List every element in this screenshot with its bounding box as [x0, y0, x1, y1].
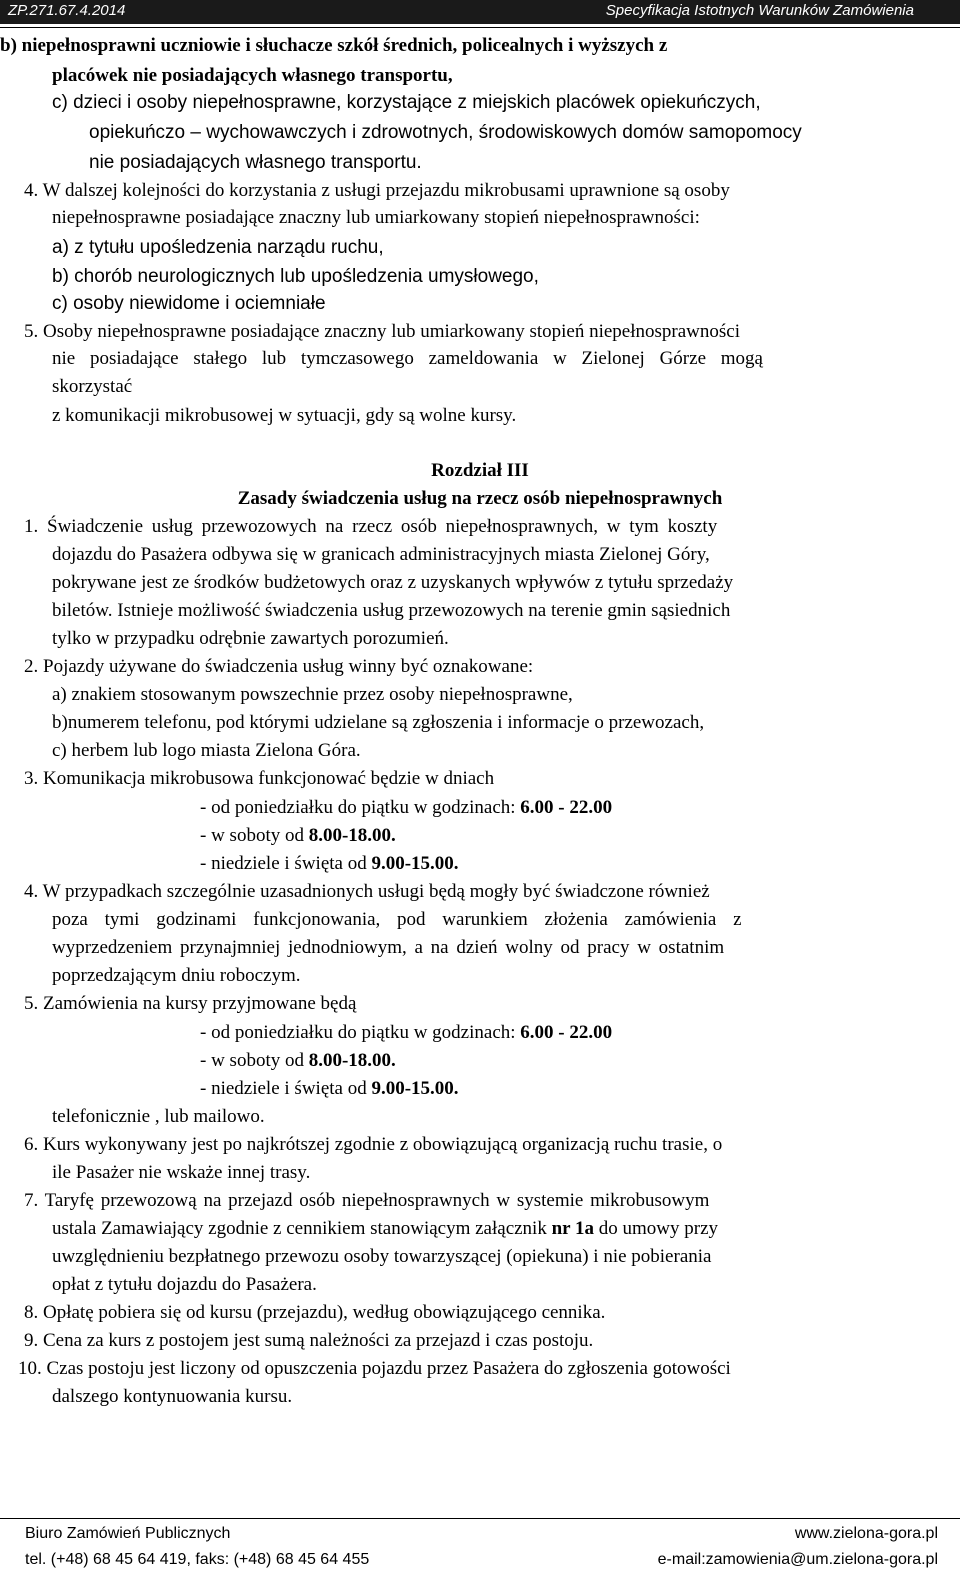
document-reference-number: ZP.271.67.4.2014 [8, 2, 126, 19]
schedule-hours: 8.00-18.00. [308, 1050, 396, 1071]
rule-4: 4. W przypadkach szczególnie uzasadnionych usługi będą mogły być świadczone również [24, 881, 710, 902]
document-header [0, 0, 960, 24]
rule-7: 7. Taryfę przewozową na przejazd osób niepełnosprawnych w systemie mikrobusowym [24, 1190, 710, 1211]
schedule-label: - niedziele i święta od [200, 1078, 372, 1099]
rule-line: biletów. Istnieje możliwość świadczenia usług przewozowych na terenie gmin sąsiednich [52, 600, 731, 621]
paragraph-line: niepełnosprawne posiadające znaczny lub umiarkowany stopień niepełnosprawności: [52, 207, 700, 228]
list-item: b) chorób neurologicznych lub upośledzenia umysłowego, [52, 266, 539, 287]
list-item: b) niepełnosprawni uczniowie i słuchacze szkół średnich, policealnych i wyższych z [0, 35, 668, 56]
rule-9: 9. Cena za kurs z postojem jest sumą należności za przejazd i czas postoju. [24, 1330, 594, 1351]
rule-line: uwzględnieniu bezpłatnego przewozu osoby towarzyszącej (opiekuna) i nie pobierania [52, 1246, 712, 1267]
attachment-ref: nr 1a [551, 1218, 595, 1239]
schedule-label: - od poniedziałku do piątku w godzinach: [200, 797, 521, 818]
rule-line: opłat z tytułu dojazdu do Pasażera. [52, 1274, 317, 1295]
rule-6: 6. Kurs wykonywany jest po najkrótszej zgodnie z obowiązującą organizacją ruchu trasie, o [24, 1134, 723, 1155]
header-divider [0, 27, 960, 28]
list-item-cont: opiekuńczo – wychowawczych i zdrowotnych, środowiskowych domów samopomocy [89, 122, 802, 143]
chapter-title: Rozdział III [431, 460, 529, 481]
schedule-hours: 9.00-15.00. [371, 853, 459, 874]
schedule-label: - w soboty od [200, 825, 309, 846]
rule-line: dalszego kontynuowania kursu. [52, 1386, 293, 1407]
paragraph-line: skorzystać [52, 376, 133, 397]
rule-text: ustala Zamawiający zgodnie z cennikiem stanowiącym załącznik [52, 1218, 552, 1239]
list-item-cont: placówek nie posiadających własnego transportu, [52, 65, 453, 86]
footer-phone: tel. (+48) 68 45 64 419, faks: (+48) 68 45 64 455 [25, 1551, 370, 1568]
document-title: Specyfikacja Istotnych Warunków Zamówienia [605, 2, 914, 19]
footer-website-link[interactable]: www.zielona-gora.pl [794, 1525, 938, 1542]
rule-5: 5. Zamówienia na kursy przyjmowane będą [24, 993, 357, 1014]
rule-line: telefonicznie , lub mailowo. [52, 1106, 265, 1127]
schedule-item [200, 1078, 459, 1100]
footer-email-link[interactable]: e-mail:zamowienia@um.zielona-gora.pl [657, 1551, 938, 1568]
list-item: c) dzieci i osoby niepełnosprawne, korzystające z miejskich placówek opiekuńczych, [52, 92, 761, 113]
rule-10: 10. Czas postoju jest liczony od opuszczenia pojazdu przez Pasażera do zgłoszenia gotowości [18, 1358, 731, 1379]
rule-line: ile Pasażer nie wskaże innej trasy. [52, 1162, 311, 1183]
rule-line [52, 1218, 718, 1240]
rule-line: pokrywane jest ze środków budżetowych oraz z uzyskanych wpływów z tytułu sprzedaży [52, 572, 734, 593]
schedule-item [200, 797, 612, 819]
schedule-item [200, 1050, 396, 1072]
schedule-item [200, 1022, 612, 1044]
paragraph-line: z komunikacji mikrobusowej w sytuacji, gdy są wolne kursy. [52, 405, 517, 426]
rule-line: tylko w przypadku odrębnie zawartych porozumień. [52, 628, 449, 649]
schedule-hours: 6.00 - 22.00 [520, 797, 613, 818]
list-item: a) z tytułu upośledzenia narządu ruchu, [52, 237, 384, 258]
rule-3: 3. Komunikacja mikrobusowa funkcjonować będzie w dniach [24, 768, 495, 789]
rule-2: 2. Pojazdy używane do świadczenia usług winny być oznakowane: [24, 656, 534, 677]
schedule-hours: 9.00-15.00. [371, 1078, 459, 1099]
rule-8: 8. Opłatę pobiera się od kursu (przejazdu), według obowiązującego cennika. [24, 1302, 606, 1323]
footer-office: Biuro Zamówień Publicznych [25, 1525, 231, 1542]
schedule-hours: 6.00 - 22.00 [520, 1022, 613, 1043]
schedule-hours: 8.00-18.00. [308, 825, 396, 846]
schedule-item [200, 825, 396, 847]
schedule-item [200, 853, 459, 875]
list-item: c) herbem lub logo miasta Zielona Góra. [52, 740, 361, 761]
rule-text: do umowy przy [594, 1218, 719, 1239]
chapter-subtitle: Zasady świadczenia usług na rzecz osób niepełnosprawnych [237, 488, 723, 509]
list-item: c) osoby niewidome i ociemniałe [52, 293, 326, 314]
list-item: a) znakiem stosowanym powszechnie przez osoby niepełnosprawne, [52, 684, 573, 705]
rule-line: wyprzedzeniem przynajmniej jednodniowym, a na dzień wolny od pracy w ostatnim [52, 937, 725, 958]
schedule-label: - niedziele i święta od [200, 853, 372, 874]
schedule-label: - w soboty od [200, 1050, 309, 1071]
paragraph-4: 4. W dalszej kolejności do korzystania z usługi przejazdu mikrobusami uprawnione są osoby [24, 180, 730, 201]
paragraph-line: nie posiadające stałego lub tymczasowego zameldowania w Zielonej Górze mogą [52, 348, 763, 369]
paragraph-5: 5. Osoby niepełnosprawne posiadające znaczny lub umiarkowany stopień niepełnosprawności [24, 321, 740, 342]
list-item: b)numerem telefonu, pod którymi udzielane są zgłoszenia i informacje o przewozach, [52, 712, 705, 733]
rule-line: poprzedzającym dniu roboczym. [52, 965, 301, 986]
footer-divider [0, 1518, 960, 1519]
rule-1: 1. Świadczenie usług przewozowych na rzecz osób niepełnosprawnych, w tym koszty [24, 516, 718, 537]
schedule-label: - od poniedziałku do piątku w godzinach: [200, 1022, 521, 1043]
rule-line: dojazdu do Pasażera odbywa się w granicach administracyjnych miasta Zielonej Góry, [52, 544, 710, 565]
list-item-cont: nie posiadających własnego transportu. [89, 152, 422, 173]
rule-line: poza tymi godzinami funkcjonowania, pod warunkiem złożenia zamówienia z [52, 909, 742, 930]
